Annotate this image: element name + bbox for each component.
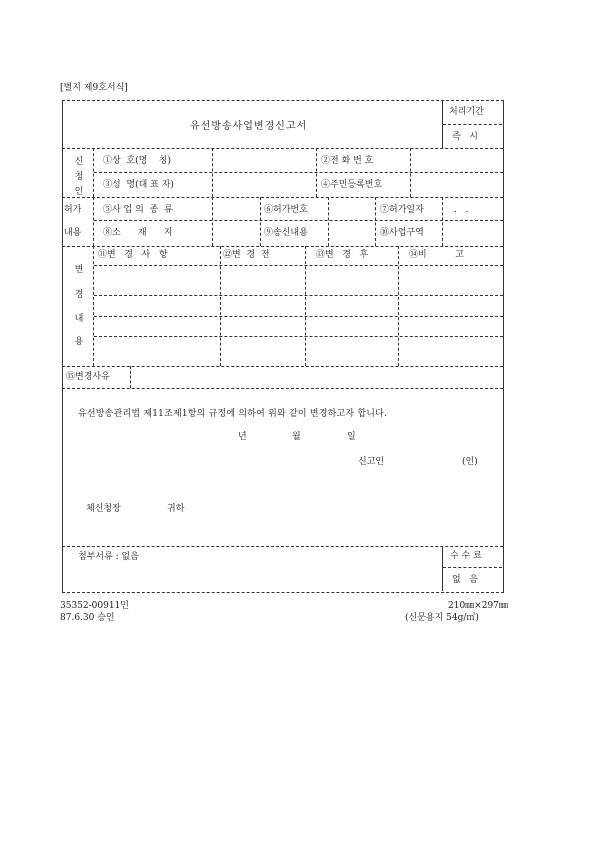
permit-number-field[interactable] — [329, 198, 374, 219]
phone-field[interactable] — [411, 149, 501, 171]
paper-size: 210㎜×297㎜ — [448, 601, 508, 611]
applicant-label-3: 인 — [74, 187, 84, 197]
fee-value: 없 음 — [452, 575, 478, 585]
addressee-name: 체신청장 — [86, 504, 121, 514]
business-type-field[interactable] — [213, 198, 259, 219]
change-label-3: 내 — [74, 314, 84, 324]
transmission-content-label: ⑨송신내용 — [264, 228, 308, 238]
date-year: 년 — [238, 432, 247, 442]
change-label-2: 경 — [74, 290, 84, 300]
change-header-remarks: ⑭비 고 — [409, 250, 464, 260]
representative-label: ③성 명(대 표 자) — [103, 180, 174, 190]
phone-label: ②전 화 번 호 — [321, 156, 374, 166]
permit-date-label: ⑦허가일자 — [380, 205, 424, 215]
reporter-label: 신고인 — [358, 457, 385, 467]
business-area-field[interactable] — [443, 222, 501, 245]
location-label: ⑧소 재 지 — [103, 228, 173, 238]
resident-id-label: ④주민등록번호 — [321, 180, 383, 190]
applicant-label-1: 신 — [74, 157, 84, 167]
fee-label: 수 수 료 — [450, 551, 482, 561]
paper-type: (신문용지 54g/㎡) — [405, 613, 479, 623]
approval-date: 87.6.30 승인 — [60, 613, 115, 623]
location-field[interactable] — [213, 222, 259, 245]
form-title: 유선방송사업변경신고서 — [190, 121, 308, 132]
change-reason-field[interactable] — [131, 367, 501, 387]
change-reason-label: ⑮변경사유 — [66, 372, 110, 382]
trade-name-label: ①상 호(명 칭) — [103, 156, 171, 166]
change-row[interactable] — [94, 296, 501, 315]
date-month: 월 — [292, 432, 301, 442]
change-row[interactable] — [94, 266, 501, 294]
business-area-label: ⑩사업구역 — [380, 228, 424, 238]
processing-period-label: 처리기간 — [449, 107, 484, 117]
permit-date-value[interactable]: . . — [454, 205, 469, 215]
permit-label-1: 허가 — [64, 205, 82, 215]
declaration-text: 유선방송관리법 제11조제1항의 규정에 의하여 위와 같이 변경하고자 합니다. — [78, 409, 388, 419]
permit-number-label: ⑥허가번호 — [264, 205, 308, 215]
processing-period-value: 즉 시 — [452, 132, 478, 142]
change-header-before: ⑫변 경 전 — [223, 250, 270, 260]
seal-mark: (인) — [462, 457, 478, 467]
form-number: [별지 제9호서식] — [60, 83, 128, 93]
representative-field[interactable] — [213, 173, 315, 196]
form-code: 35352-00911민 — [60, 601, 129, 611]
addressee-suffix: 귀하 — [167, 504, 185, 514]
change-label-4: 용 — [74, 337, 84, 347]
business-type-label: ⑤사 업 의 종 류 — [103, 205, 173, 215]
resident-id-field[interactable] — [411, 173, 501, 196]
change-row[interactable] — [94, 317, 501, 335]
change-row[interactable] — [94, 337, 501, 365]
change-header-after: ⑬변 경 후 — [316, 250, 369, 260]
attachments-text: 첨부서류 : 없음 — [78, 552, 139, 562]
change-header-item: ⑪변 경 사 항 — [98, 250, 168, 260]
permit-label-2: 내용 — [64, 228, 82, 238]
date-day: 일 — [347, 432, 356, 442]
change-label-1: 변 — [74, 265, 84, 275]
trade-name-field[interactable] — [213, 149, 315, 171]
transmission-content-field[interactable] — [329, 222, 374, 245]
applicant-label-2: 청 — [74, 172, 84, 182]
